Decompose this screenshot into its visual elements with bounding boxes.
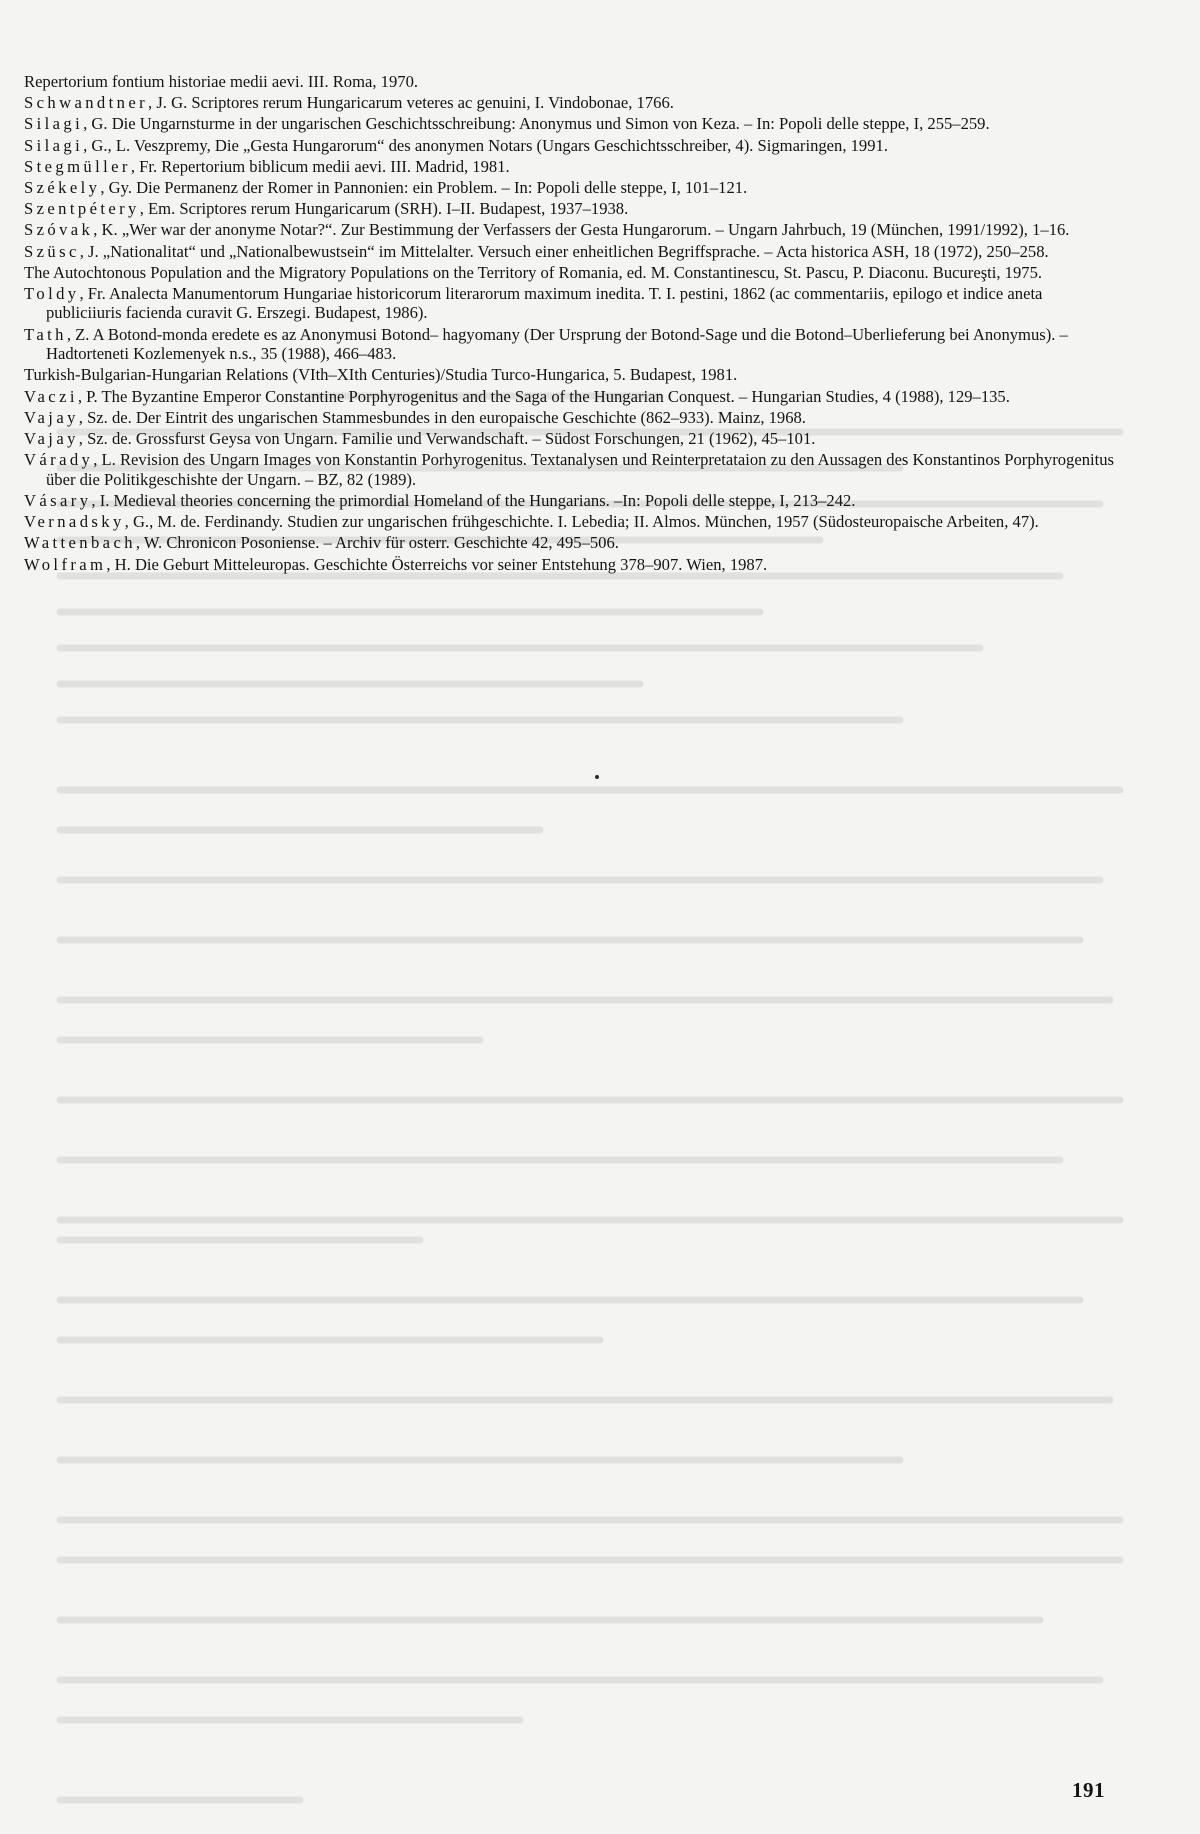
entry-author: Stegmüller — [24, 156, 131, 176]
bibliography-list — [24, 72, 1122, 576]
entry-text: , P. The Byzantine Emperor Constantine Porphyrogenitus and the Saga of the Hungarian Conquest. – Hungarian Studies, 4 (1988), 129–135. — [77, 386, 1010, 406]
bibliography-entry — [24, 491, 1122, 511]
bibliography-entry — [24, 408, 1122, 428]
entry-author: Székely — [24, 177, 101, 197]
entry-author: Szüsc — [24, 241, 80, 261]
bibliography-entry — [24, 325, 1122, 364]
entry-text: , W. Chronicon Posoniense. – Archiv für osterr. Geschichte 42, 495–506. — [135, 533, 619, 553]
entry-text: , H. Die Geburt Mitteleuropas. Geschichte Österreichs vor seiner Entstehung 378–907. Wien, 1987. — [106, 554, 768, 574]
entry-author: Silagi — [24, 135, 84, 155]
entry-author: Vásary — [24, 490, 92, 510]
page-number: 191 — [1072, 1778, 1105, 1802]
entry-text: , Sz. de. Der Eintrit des ungarischen Stammesbundes in den europaische Geschichte (862–933). Mainz, 1968. — [78, 407, 806, 427]
bibliography-entry — [24, 242, 1122, 262]
entry-text: , I. Medieval theories concerning the primordial Homeland of the Hungarians. –In: Popoli delle steppe, I, 213–242. — [91, 490, 856, 510]
bibliography-entry — [24, 512, 1122, 532]
entry-text: The Autochtonous Population and the Migratory Populations on the Territory of Romania, ed. M. Constantinescu, St. Pascu, P. Diaconu. Bucureşti, 1975. — [24, 262, 1043, 282]
entry-author: Tath — [24, 324, 67, 344]
bibliography-entry — [24, 199, 1122, 219]
bibliography-entry — [24, 136, 1122, 156]
bibliography-entry — [24, 114, 1122, 134]
bibliography-entry — [24, 450, 1122, 489]
bibliography-entry — [24, 387, 1122, 407]
entry-author: Vaczi — [24, 386, 78, 406]
entry-text: , Em. Scriptores rerum Hungaricarum (SRH). I–II. Budapest, 1937–1938. — [139, 199, 629, 219]
bibliography-entry — [24, 220, 1122, 240]
entry-text: , K. „Wer war der anonyme Notar?“. Zur Bestimmung der Verfassers der Gesta Hungarorum. – Ungarn Jahrbuch, 19 (München, 1991/1992), 1–16. — [93, 220, 1070, 240]
entry-author: Szóvak — [24, 220, 94, 240]
entry-text: , Gy. Die Permanenz der Romer in Pannonien: ein Problem. – In: Popoli delle steppe, I, 101–121. — [100, 177, 748, 197]
bibliography-entry — [24, 429, 1122, 449]
entry-author: Wattenbach — [24, 533, 136, 553]
bibliography-entry — [24, 157, 1122, 177]
entry-author: Vajay — [24, 407, 79, 427]
entry-author: Vajay — [24, 429, 79, 448]
entry-text: , G., L. Veszpremy, Die „Gesta Hungarorum“ des anonymen Notars (Ungars Geschichtsschreiber, 4). Sigmaringen, 1991. — [83, 135, 888, 155]
entry-text: , G., M. de. Ferdinandy. Studien zur ungarischen frühgeschichte. I. Lebedia; II. Almos. München, 1957 (Südosteuropaische Arbeiten, 47). — [124, 512, 1039, 532]
entry-text: , Sz. de. Grossfurst Geysa von Ungarn. Familie und Verwandschaft. – Südost Forschungen, 21 (1962), 45–101. — [78, 429, 816, 448]
entry-text: , Fr. Repertorium biblicum medii aevi. III. Madrid, 1981. — [130, 156, 510, 176]
stray-dot-mark — [595, 775, 599, 779]
entry-author: Várady — [24, 450, 94, 470]
entry-text: , L. Revision des Ungarn Images von Konstantin Porhyrogenitus. Textanalysen und Reinterpretataion zu den Aussagen des Konstantinos Porphyrogenitus über die Politikgeschishte der Ungarn. – BZ, 82 (1989). — [46, 450, 1114, 489]
entry-text: Turkish-Bulgarian-Hungarian Relations (VIth–XIth Centuries)/Studia Turco-Hungarica, 5. Budapest, 1981. — [24, 365, 738, 385]
bibliography-entry — [24, 555, 1122, 575]
entry-author: Schwandtner — [24, 93, 149, 113]
bibliography-entry — [24, 533, 1122, 553]
entry-author: Vernadsky — [24, 512, 125, 532]
entry-text: Repertorium fontium historiae medii aevi. III. Roma, 1970. — [24, 72, 419, 91]
bibliography-entry — [24, 365, 1122, 385]
entry-author: Wolfram — [24, 554, 107, 574]
entry-author: Toldy — [24, 283, 80, 303]
entry-text: , G. Die Ungarnsturme in der ungarischen Geschichtsschreibung: Anonymus und Simon von Keza. – In: Popoli delle steppe, I, 255–259. — [83, 114, 990, 134]
entry-author: Szentpétery — [24, 199, 140, 219]
bibliography-entry — [24, 72, 1122, 92]
entry-text: , Fr. Analecta Manumentorum Hungariae historicorum literarorum maximum inedita. T. I. pestini, 1862 (ac commentariis, epilogo et indice aneta publiciiuris facienda curavit G. Erszegi. Budapest, 1986). — [46, 283, 1043, 323]
entry-text: , Z. A Botond-monda eredete es az Anonymusi Botond– hagyomany (Der Ursprung der Botond-Sage und die Botond–Uberlieferung bei Anonymus). – Hadtorteneti Kozlemenyek n.s., 35 (1988), 466–483. — [46, 324, 1068, 364]
entry-text: , J. „Nationalitat“ und „Nationalbewustsein“ im Mittelalter. Versuch einer enheitlichen Begriffsprache. – Acta historica ASH, 18 (1972), 250–258. — [79, 241, 1049, 261]
bibliography-entry — [24, 284, 1122, 323]
bibliography-entry — [24, 263, 1122, 283]
bibliography-entry — [24, 178, 1122, 198]
entry-text: , J. G. Scriptores rerum Hungaricarum veteres ac genuini, I. Vindobonae, 1766. — [148, 93, 674, 113]
entry-author: Silagi — [24, 114, 84, 134]
bibliography-entry — [24, 93, 1122, 113]
